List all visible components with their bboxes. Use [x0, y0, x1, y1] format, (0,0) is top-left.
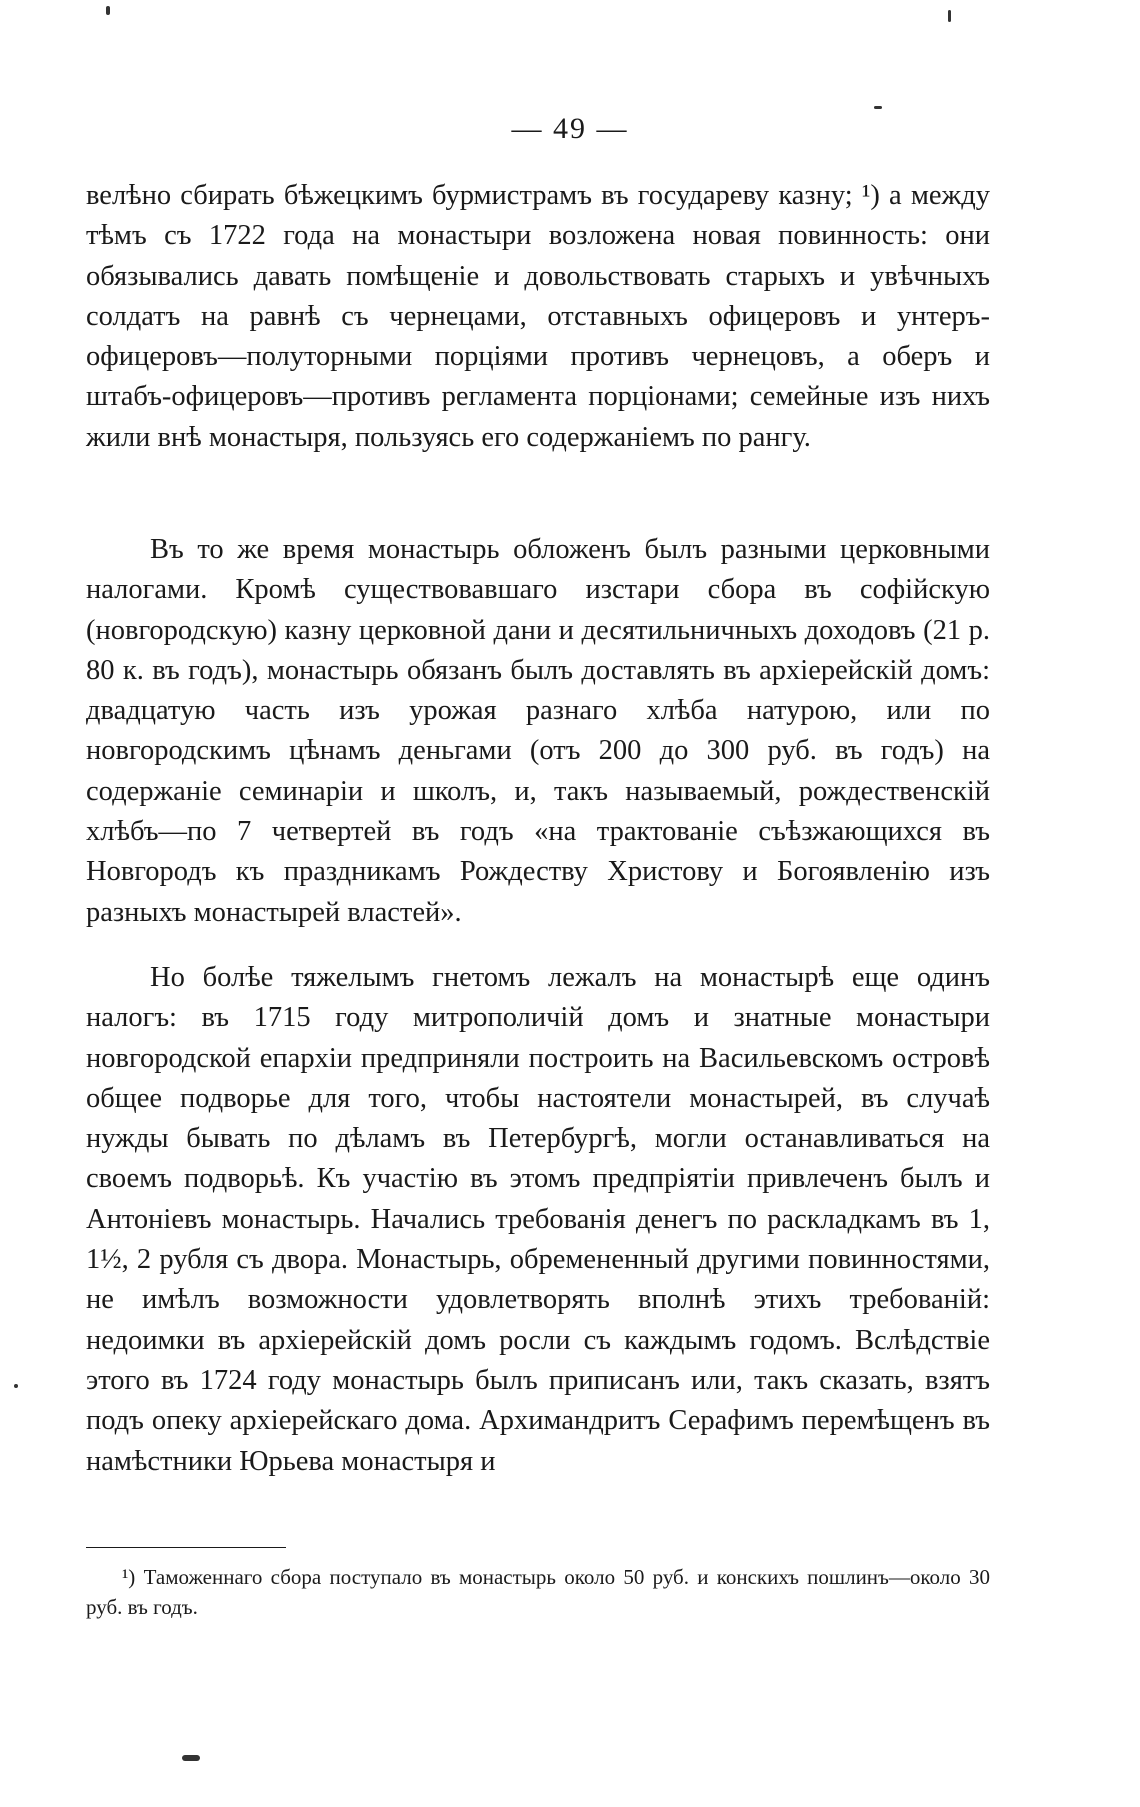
footnote-separator [86, 1547, 286, 1548]
paragraph-1: велѣно сбирать бѣжецкимъ бурмистрамъ въ государеву казну; ¹) а между тѣмъ съ 1722 года на монастыри возложена новая повинность: они обязывались давать помѣщеніе и довольствовать старыхъ и увѣчныхъ солдатъ на равнѣ съ чернецами, отставныхъ офицеровъ и унтеръ-офицеровъ—полуторными порціями противъ чернецовъ, а оберъ и штабъ-офицеровъ—противъ регламента порціонами; семейные изъ нихъ жили внѣ монастыря, пользуясь его содержаніемъ по рангу. [86, 180, 990, 453]
footnote-marker: ¹) [122, 1565, 136, 1589]
scan-speck [14, 1384, 18, 1388]
footnote-text: Таможеннаго сбора поступало въ монастырь около 50 руб. и конскихъ пошлинъ—около 30 руб. въ годъ. [86, 1565, 991, 1619]
paragraph-2: Въ то же время монастырь обложенъ былъ разными церковными налогами. Кромѣ существовавшаго изстари сбора въ софійскую (новгородскую) казну церковной дани и десятильничныхъ доходовъ (21 р. 80 к. въ годъ), монастырь обязанъ былъ доставлять въ архіерейскій домъ: двадцатую часть изъ урожая разнаго хлѣба натурою, или по новгородскимъ цѣнамъ деньгами (отъ 200 до 300 руб. въ годъ) на содержаніе семинаріи и школъ, и, такъ называемый, рождественскій хлѣбъ—по 7 четвертей въ годъ «на трактованіе съѣзжающихся въ Новгородъ къ праздникамъ Рождеству Христову и Богоявленію изъ разныхъ монастырей властей». [86, 534, 990, 928]
scan-speck [948, 10, 951, 22]
page-number: — 49 — [511, 112, 629, 145]
scan-speck [874, 106, 882, 109]
footnote [86, 1562, 990, 1622]
scan-speck [182, 1755, 200, 1761]
scan-speck [106, 6, 110, 15]
paragraph-3: Но болѣе тяжелымъ гнетомъ лежалъ на монастырѣ еще одинъ налогъ: въ 1715 году митрополичій домъ и знатные монастыри новгородской епархіи предприняли построить на Васильевскомъ островѣ общее подворье для того, чтобы настоятели монастырей, въ случаѣ нужды бывать по дѣламъ въ Петербургѣ, могли останавливаться на своемъ подворьѣ. Къ участію въ этомъ предпріятіи привлеченъ былъ и Антоніевъ монастырь. Начались требованія денегъ по раскладкамъ въ 1, 1½, 2 рубля съ двора. Монастырь, обремененный другими повинностями, не имѣлъ возможности удовлетворять вполнѣ этихъ требованій: недоимки въ архіерейскій домъ росли съ каждымъ годомъ. Вслѣдствіе этого въ 1724 году монастырь былъ приписанъ или, такъ сказать, взятъ подъ опеку архіерейскаго дома. Архимандритъ Серафимъ перемѣщенъ въ намѣстники Юрьева монастыря и [86, 962, 990, 1477]
